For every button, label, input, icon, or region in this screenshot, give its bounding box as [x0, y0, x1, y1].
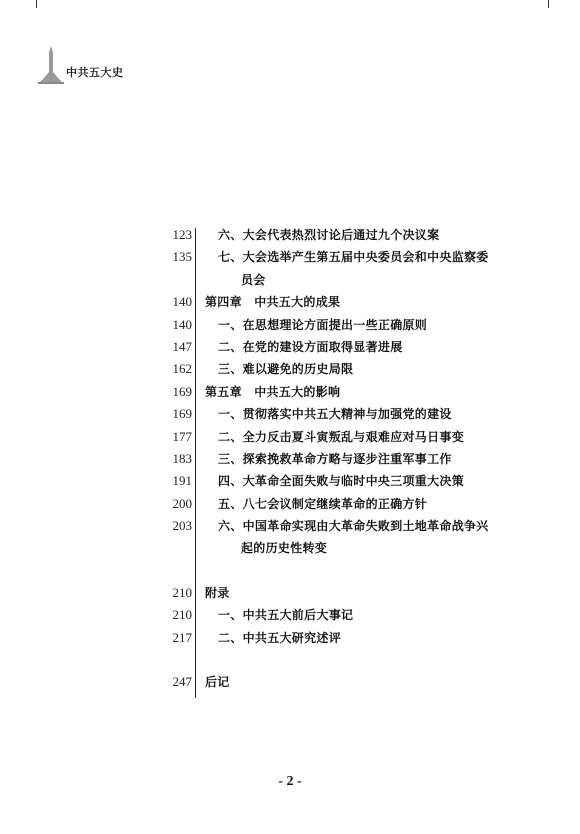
toc-page-number: 169 [172, 406, 192, 422]
toc-page-number: 147 [172, 338, 192, 354]
toc-spacer [160, 560, 520, 582]
crop-mark-right [548, 0, 549, 8]
toc-page-number: 247 [172, 674, 192, 690]
toc-entry[interactable] [160, 448, 520, 470]
running-header [38, 44, 124, 84]
toc-page-number: 203 [172, 518, 192, 534]
table-of-contents [160, 224, 520, 693]
toc-entry-title: 一、在思想理论方面提出一些正确原则 [218, 317, 428, 332]
toc-page-number: 217 [172, 629, 192, 645]
toc-page-number: 140 [172, 294, 192, 310]
toc-entry-title-continued: 员会 [241, 272, 266, 287]
toc-page-number: 177 [172, 428, 192, 444]
toc-entry[interactable] [160, 470, 520, 492]
toc-entry-title: 六、中国革命实现由大革命失败到土地革命战争兴 [218, 519, 489, 534]
toc-entry[interactable] [160, 403, 520, 425]
toc-afterword-entry[interactable] [160, 671, 520, 693]
toc-page-number: 140 [172, 316, 192, 332]
toc-entry[interactable] [160, 515, 520, 560]
crop-mark-left [36, 0, 37, 8]
toc-entry[interactable] [160, 358, 520, 380]
toc-entry-title: 三、探索挽救革命方略与逐步注重军事工作 [218, 451, 452, 466]
toc-entry[interactable] [160, 224, 520, 246]
toc-entry-title: 二、全力反击夏斗寅叛乱与艰难应对马日事变 [218, 429, 465, 444]
toc-entry-title: 四、大革命全面失败与临时中央三项重大决策 [218, 474, 465, 489]
toc-entry[interactable] [160, 246, 520, 291]
toc-entry-title: 七、大会选举产生第五届中央委员会和中央监察委 [218, 250, 489, 265]
toc-entry[interactable] [160, 314, 520, 336]
toc-page-number: 162 [172, 361, 192, 377]
toc-page-number: 210 [172, 607, 192, 623]
toc-entry-title: 三、难以避免的历史局限 [218, 362, 354, 377]
toc-appendix-title: 附录 [205, 585, 230, 600]
toc-appendix-entry[interactable] [160, 582, 520, 604]
toc-entry[interactable] [160, 627, 520, 649]
toc-page-number: 200 [172, 495, 192, 511]
header-book-title: 中共五大史 [66, 66, 124, 79]
toc-page-number: 169 [172, 383, 192, 399]
toc-entry[interactable] [160, 336, 520, 358]
toc-page-number: 210 [172, 584, 192, 600]
toc-chapter-title: 第四章 中共五大的成果 [205, 295, 341, 310]
toc-chapter-title: 第五章 中共五大的影响 [205, 384, 341, 399]
toc-entry-title: 二、在党的建设方面取得显著进展 [218, 339, 403, 354]
toc-chapter-entry[interactable] [160, 381, 520, 403]
toc-entry-title: 一、中共五大前后大事记 [218, 608, 354, 623]
toc-entry-title: 五、八七会议制定继续革命的正确方针 [218, 496, 428, 511]
toc-entry[interactable] [160, 604, 520, 626]
monument-logo-icon [38, 44, 64, 84]
toc-page-number: 183 [172, 450, 192, 466]
toc-page-number: 123 [172, 227, 192, 242]
toc-spacer [160, 649, 520, 671]
toc-afterword-title: 后记 [205, 675, 230, 690]
toc-entry-title-continued: 起的历史性转变 [241, 541, 328, 556]
page-number-footer: - 2 - [278, 774, 302, 789]
toc-chapter-entry[interactable] [160, 291, 520, 313]
toc-entry[interactable] [160, 426, 520, 448]
toc-entry-title: 六、大会代表热烈讨论后通过九个决议案 [218, 228, 440, 242]
toc-page-number: 191 [172, 473, 192, 489]
toc-entry-title: 一、贯彻落实中共五大精神与加强党的建设 [218, 407, 452, 422]
toc-page-number: 135 [172, 249, 192, 265]
toc-entry-title: 二、中共五大研究述评 [218, 630, 342, 645]
toc-entry[interactable] [160, 493, 520, 515]
